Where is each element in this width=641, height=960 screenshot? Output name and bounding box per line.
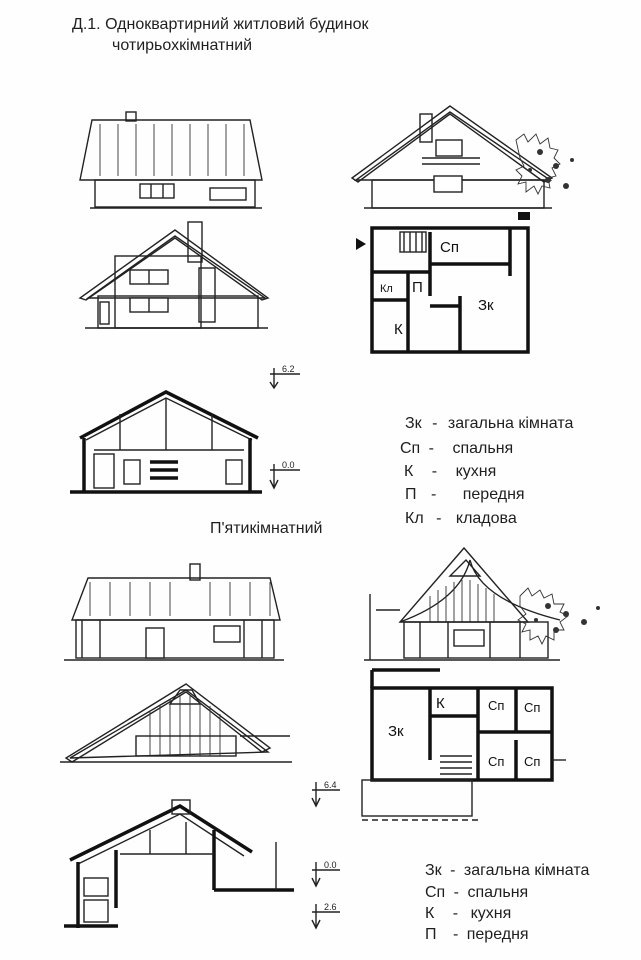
legend2-abbr: К [425,905,435,922]
plan2-label-sp-a: Сп [488,698,505,713]
legend2-abbr: П [425,926,437,943]
level-marks-top [270,364,300,488]
level-mark-2: 0.0 [282,460,295,470]
plan1-label-zk: Зк [478,297,494,314]
plan2-label-k: К [436,695,445,712]
legend1-abbr: Сп [400,440,421,457]
legend2-item [425,862,589,880]
legend1-abbr: Кл [405,510,424,527]
house2-front-elevation [64,564,284,660]
legend1-sep: - [432,415,438,432]
house1-section [70,392,262,492]
house1-right-elevation [352,106,574,208]
legend2-text: передня [466,926,529,943]
legend1-text: кухня [455,463,497,480]
legend2-item [425,905,511,923]
plan2-label-zk: Зк [388,723,404,740]
legend2-item [425,926,529,944]
house1-side-elevation [80,222,268,328]
legend1-text: передня [462,486,525,503]
legend1-item [404,463,496,481]
plan2-label-sp-d: Сп [524,754,541,769]
legend2-abbr: Зк [425,862,442,879]
legend1-sep: - [430,486,437,503]
plan2-label-sp-b: Сп [524,700,541,715]
legend2-text: спальня [467,884,529,901]
legend2-text: кухня [470,905,512,922]
legend1-abbr: П [405,486,417,503]
level-mark-4: 0.0 [324,860,337,870]
legend1-abbr: Зк [405,415,422,432]
level-mark-3: 6.4 [324,780,337,790]
house1-floor-plan [356,212,530,352]
legend1-item [400,440,513,458]
house2-section [64,800,294,928]
level-marks-bottom [312,780,340,928]
legend2-sep: - [450,862,456,879]
legend2-abbr: Сп [425,884,446,901]
document-title-line2: чотирьохкімнатний [112,37,253,54]
tree-icon [518,588,600,644]
plan1-label-p: П [412,279,423,296]
level-mark-5: 2.6 [324,902,337,912]
legend1-text: спальня [452,440,514,457]
document-title-line1: Д.1. Одноквартирний житловий будинок [72,16,369,33]
tree-icon [516,134,574,194]
house2-side-elevation [60,684,292,762]
legend1-sep: - [436,510,442,527]
plan1-label-k: К [394,321,403,338]
legend2-text: загальна кімната [463,862,590,879]
plan1-label-kl: Кл [380,283,393,295]
plan1-label-sp: Сп [440,239,459,256]
house2-floor-plan [362,670,566,820]
legend2-sep: - [452,926,459,943]
legend1-abbr: К [404,463,414,480]
plan2-label-sp-c: Сп [488,754,505,769]
legend1-sep: - [428,440,434,457]
legend2-item [425,884,528,902]
house2-right-elevation [364,548,600,660]
legend1-item [405,486,525,504]
section-title-five-room: П'ятикімнатний [210,520,323,537]
legend1-item [405,510,517,528]
legend1-sep: - [431,463,438,480]
legend2-sep: - [453,884,459,901]
house1-front-elevation [80,112,262,208]
legend1-text: загальна кімната [447,415,574,432]
level-mark-1: 6.2 [282,364,295,374]
legend2-sep: - [452,905,459,922]
legend1-text: кладова [455,510,517,527]
legend1-item [405,415,573,433]
